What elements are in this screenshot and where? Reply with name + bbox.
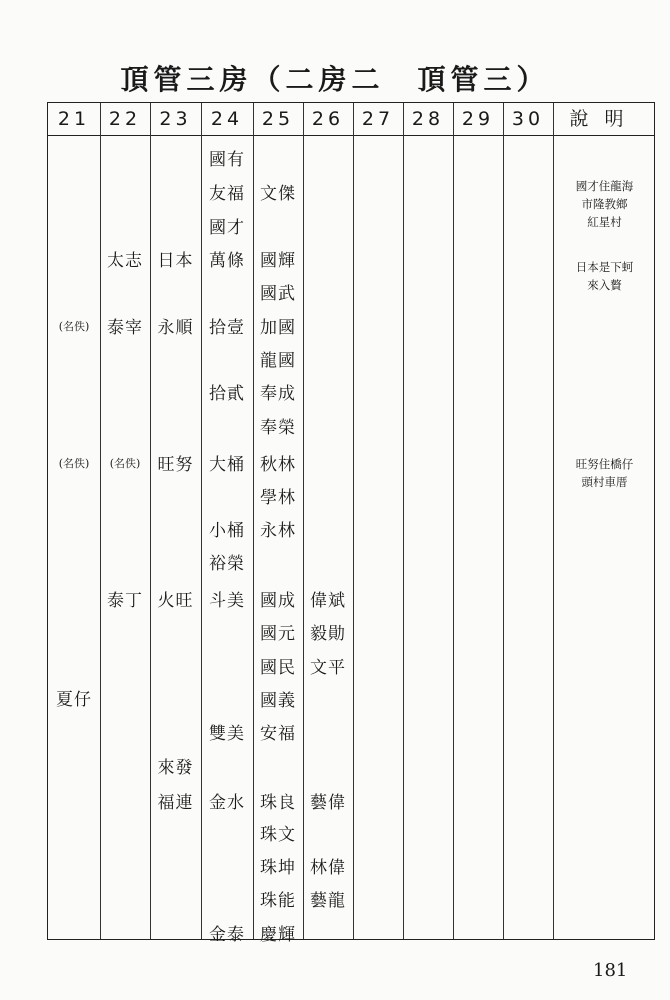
- name-entry: 國武: [260, 284, 296, 304]
- name-entry: 火旺: [157, 591, 194, 611]
- name-entry: 國成: [260, 591, 296, 611]
- header-generation: 25: [261, 108, 295, 130]
- header-generation: 24: [210, 108, 244, 130]
- name-entry: 金水: [209, 793, 245, 813]
- name-entry: 珠坤: [260, 858, 296, 878]
- explanation-line: 日本是下蚵: [575, 260, 634, 274]
- name-entry: 秋林: [260, 455, 296, 475]
- name-entry: 旺努: [157, 455, 194, 475]
- column-divider: [100, 103, 101, 939]
- name-entry: 藝龍: [310, 891, 346, 911]
- name-entry: 泰宰: [107, 318, 143, 338]
- name-entry: 珠文: [260, 825, 296, 845]
- name-entry: 加國: [260, 318, 296, 338]
- name-entry: 學林: [260, 488, 296, 508]
- name-entry: 金泰: [209, 925, 245, 945]
- column-divider: [453, 103, 454, 939]
- name-entry: 友福: [209, 184, 245, 204]
- name-entry: 拾貳: [209, 384, 245, 404]
- name-entry: 文傑: [260, 184, 296, 204]
- explanation-note: [553, 258, 656, 294]
- header-generation: 28: [411, 108, 445, 130]
- name-entry: 永林: [260, 521, 296, 541]
- page-title: 頂管三房（二房二 頂管三）: [120, 63, 550, 96]
- name-entry: 萬條: [209, 251, 245, 271]
- name-entry: 安福: [260, 724, 296, 744]
- header-generation: 21: [57, 108, 91, 130]
- explanation-line: 頭村車厝: [581, 475, 628, 489]
- name-entry: 奉榮: [260, 418, 296, 438]
- name-entry: 永順: [157, 318, 194, 338]
- explanation-line: 紅星村: [587, 215, 622, 229]
- genealogy-table: [47, 102, 655, 945]
- name-entry: 斗美: [209, 591, 245, 611]
- name-entry: 偉斌: [310, 591, 346, 611]
- header-generation: 27: [361, 108, 395, 130]
- name-entry: 國才: [209, 218, 245, 238]
- explanation-line: 旺努住橋仔: [575, 457, 634, 471]
- name-entry: 雙美: [209, 724, 245, 744]
- header-notes: 說明: [569, 108, 640, 130]
- header-divider: [48, 135, 654, 136]
- name-entry: 泰丁: [107, 591, 143, 611]
- name-entry: 國輝: [260, 251, 296, 271]
- column-divider: [403, 103, 404, 939]
- name-entry: 太志: [107, 251, 143, 271]
- column-divider: [503, 103, 504, 939]
- name-entry: 來發: [157, 758, 194, 778]
- column-divider: [150, 103, 151, 939]
- name-entry: 珠良: [260, 793, 296, 813]
- name-entry: 日本: [157, 251, 194, 271]
- name-entry: 拾壹: [209, 318, 245, 338]
- name-entry: 奉成: [260, 384, 296, 404]
- explanation-line: 市隆教鄉: [581, 197, 628, 211]
- page-number: 181: [593, 960, 628, 981]
- name-entry: 福連: [157, 793, 194, 813]
- name-entry: 慶輝: [260, 925, 296, 945]
- name-unknown-entry: (名佚): [58, 457, 90, 470]
- name-entry: 珠能: [260, 891, 296, 911]
- name-entry: 毅勛: [310, 624, 346, 644]
- name-entry: 國民: [260, 658, 296, 678]
- column-divider: [303, 103, 304, 939]
- name-entry: 林偉: [310, 858, 346, 878]
- name-entry: 國元: [260, 624, 296, 644]
- name-entry: 裕榮: [209, 554, 245, 574]
- name-entry: 大桶: [209, 455, 245, 475]
- explanation-line: 國才住龍海: [575, 179, 634, 193]
- header-generation: 29: [461, 108, 495, 130]
- name-unknown-entry: (名佚): [109, 457, 141, 470]
- explanation-note: [553, 177, 656, 231]
- header-generation: 22: [108, 108, 142, 130]
- name-entry: 小桶: [209, 521, 245, 541]
- name-entry: 國義: [260, 691, 296, 711]
- column-divider: [353, 103, 354, 939]
- header-generation: 26: [311, 108, 345, 130]
- header-generation: 30: [511, 108, 545, 130]
- name-entry: 龍國: [260, 351, 296, 371]
- header-generation: 23: [159, 108, 192, 130]
- explanation-note: [553, 455, 656, 491]
- name-entry: 文平: [310, 658, 346, 678]
- name-entry: 國有: [209, 150, 245, 170]
- name-entry: 夏仔: [56, 690, 92, 710]
- name-entry: 藝偉: [310, 793, 346, 813]
- name-unknown-entry: (名佚): [58, 320, 90, 333]
- explanation-line: 來入贅: [587, 278, 622, 292]
